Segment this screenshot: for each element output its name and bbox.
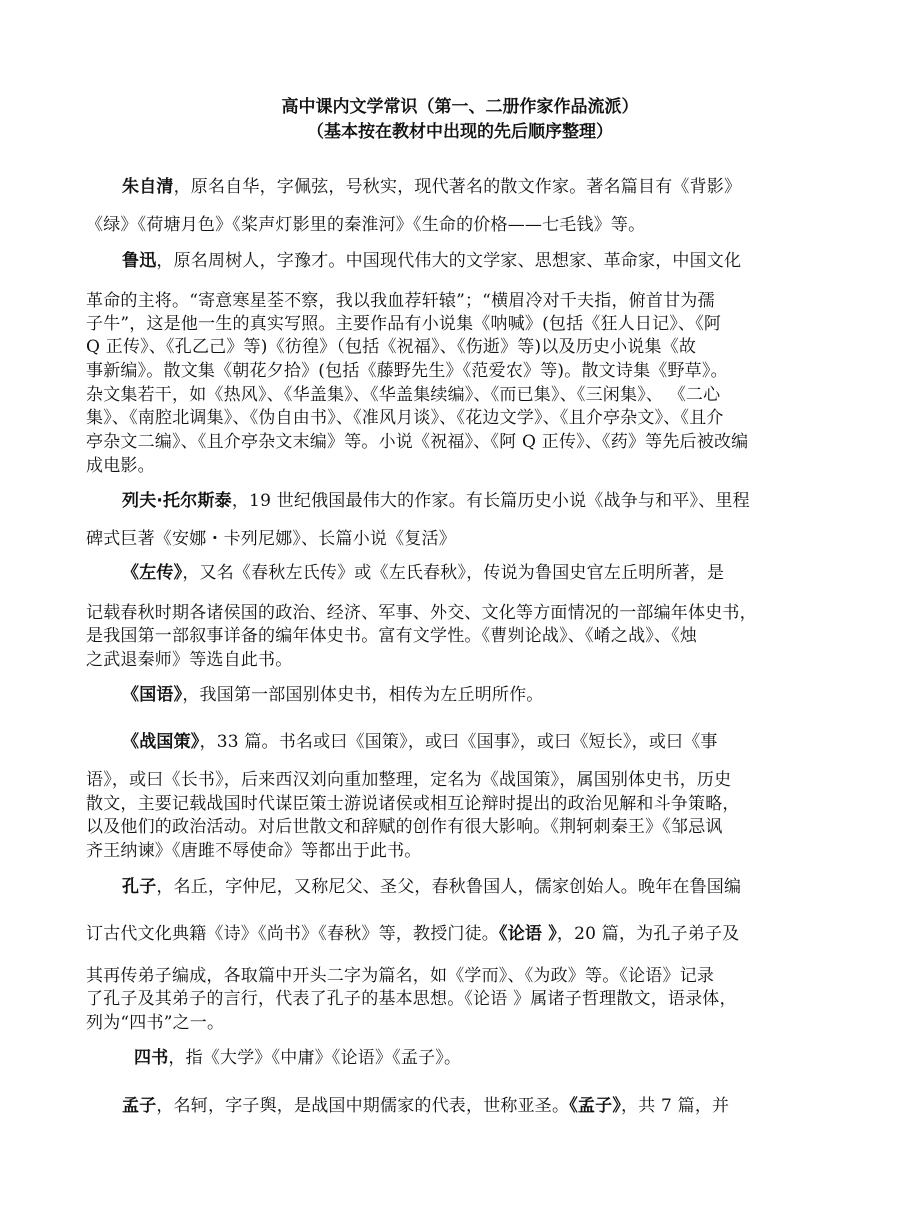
document-title: 高中课内文学常识（第一、二册作家作品流派） (281, 97, 639, 117)
entry-lu-xun-line-7: 集》、《南腔北调集》、《伪自由书》、《准风月谈》、《花边文学》、《且介亭杂文》、《且介 (86, 408, 724, 428)
entry-name: 《战国策》 (122, 732, 200, 752)
entry-tolstoy-line-1: 列夫·托尔斯泰，19 世纪俄国最伟大的作家。有长篇历史小说《战争与和平》、里程 (122, 491, 750, 511)
entry-name: 鲁迅 (122, 251, 157, 271)
entry-zuozhuan-line-4: 之武退秦师》等选自此书。 (86, 650, 293, 670)
entry-name: 《国语》 (122, 685, 183, 705)
entry-zuozhuan-line-3: 是我国第一部叙事详备的编年体史书。富有文学性。《曹刿论战》、《崤之战》、《烛 (86, 626, 698, 646)
entry-lu-xun-line-3: 子牛”，这是他一生的真实写照。主要作品有小说集《呐喊》(包括《狂人日记》、《阿 (86, 314, 722, 334)
entry-zhu-ziqing-line-1: 朱自清，原名自华，字佩弦，号秋实，现代著名的散文作家。著名篇目有《背影》 (122, 177, 742, 197)
entry-name: 孟子 (122, 1096, 157, 1116)
entry-name: 朱自清 (122, 177, 174, 197)
entry-kongzi-line-4: 了孔子及其弟子的言行，代表了孔子的基本思想。《论语 》属诸子哲理散文，语录体， (86, 989, 737, 1009)
entry-zhu-ziqing-line-2: 《绿》《荷塘月色》《桨声灯影里的秦淮河》《生命的价格——七毛钱》等。 (86, 215, 646, 235)
work-name: 《论语 》 (499, 924, 557, 944)
entry-zhanguoce-line-1: 《战国策》，33 篇。书名或曰《国策》，或曰《国事》，或曰《短长》，或曰《事 (122, 732, 718, 752)
entry-name: 孔子 (122, 877, 157, 897)
document-subtitle: （基本按在教材中出现的先后顺序整理） (307, 122, 613, 142)
entry-lu-xun-line-5: 事新编》。散文集《朝花夕拾》(包括《藤野先生》《范爱农》等)。散文诗集《野草》。 (86, 361, 728, 381)
entry-kongzi-line-1: 孔子，名丘，字仲尼，又称尼父、圣父，春秋鲁国人，儒家创始人。晚年在鲁国编 (122, 877, 742, 897)
entry-sishu-line-1: 四书，指《大学》《中庸》《论语》《孟子》。 (134, 1048, 462, 1068)
entry-lu-xun-line-1: 鲁迅，原名周树人，字豫才。中国现代伟大的文学家、思想家、革命家，中国文化 (122, 251, 742, 271)
entry-zhanguoce-line-5: 齐王纳谏》《唐雎不辱使命》等都出于此书。 (86, 841, 422, 861)
entry-lu-xun-line-9: 成电影。 (86, 456, 155, 476)
work-name: 《孟子》 (569, 1096, 622, 1116)
entry-name: 《左传》 (122, 563, 183, 583)
entry-lu-xun-line-2: 革命的主将。“寄意寒星荃不察，我以我血荐轩辕”；“横眉冷对千夫指，俯首甘为孺 (86, 291, 715, 311)
entry-kongzi-line-2: 订古代文化典籍《诗》《尚书》《春秋》等，教授门徒。《论语 》，20 篇，为孔子弟子及 (86, 924, 740, 944)
entry-guoyu-line-1: 《国语》，我国第一部国别体史书，相传为左丘明所作。 (122, 685, 544, 705)
entry-lu-xun-line-4: Q 正传》、《孔乙己》等)《彷徨》（包括《祝福》、《伤逝》等)以及历史小说集《故 (86, 337, 697, 357)
entry-name: 列夫·托尔斯泰 (122, 491, 232, 511)
entry-zhanguoce-line-4: 以及他们的政治活动。对后世散文和辞赋的创作有很大影响。《荆轲刺秦王》《邹忌讽 (86, 817, 723, 837)
entry-kongzi-line-5: 列为“四书”之一。 (86, 1013, 225, 1033)
entry-mengzi-line-1: 孟子，名轲，字子舆，是战国中期儒家的代表，世称亚圣。《孟子》，共 7 篇，并 (122, 1096, 730, 1116)
entry-tolstoy-line-2: 碑式巨著《安娜・卡列尼娜》、长篇小说《复活》 (86, 529, 456, 549)
entry-name: 四书 (134, 1048, 169, 1068)
entry-zhanguoce-line-2: 语》，或曰《长书》，后来西汉刘向重加整理，定名为《战国策》，属国别体史书，历史 (86, 770, 732, 790)
entry-lu-xun-line-8: 亭杂文二编》、《且介亭杂文末编》等。小说《祝福》、《阿 Q 正传》、《药》等先后被改编 (86, 432, 749, 452)
entry-zhanguoce-line-3: 散文，主要记载战国时代谋臣策士游说诸侯或相互论辩时提出的政治见解和斗争策略， (86, 794, 740, 814)
entry-kongzi-line-3: 其再传弟子编成，各取篇中开头二字为篇名，如《学而》、《为政》等。《论语》记录 (86, 966, 715, 986)
entry-lu-xun-line-6: 杂文集若干，如《热风》、《华盖集》、《华盖集续编》、《而已集》、《三闲集》、 《二心 (86, 385, 721, 405)
entry-zuozhuan-line-2: 记载春秋时期各诸侯国的政治、经济、军事、外交、文化等方面情况的一部编年体史书， (86, 603, 757, 623)
entry-zuozhuan-line-1: 《左传》，又名《春秋左氏传》或《左氏春秋》，传说为鲁国史官左丘明所著，是 (122, 563, 725, 583)
